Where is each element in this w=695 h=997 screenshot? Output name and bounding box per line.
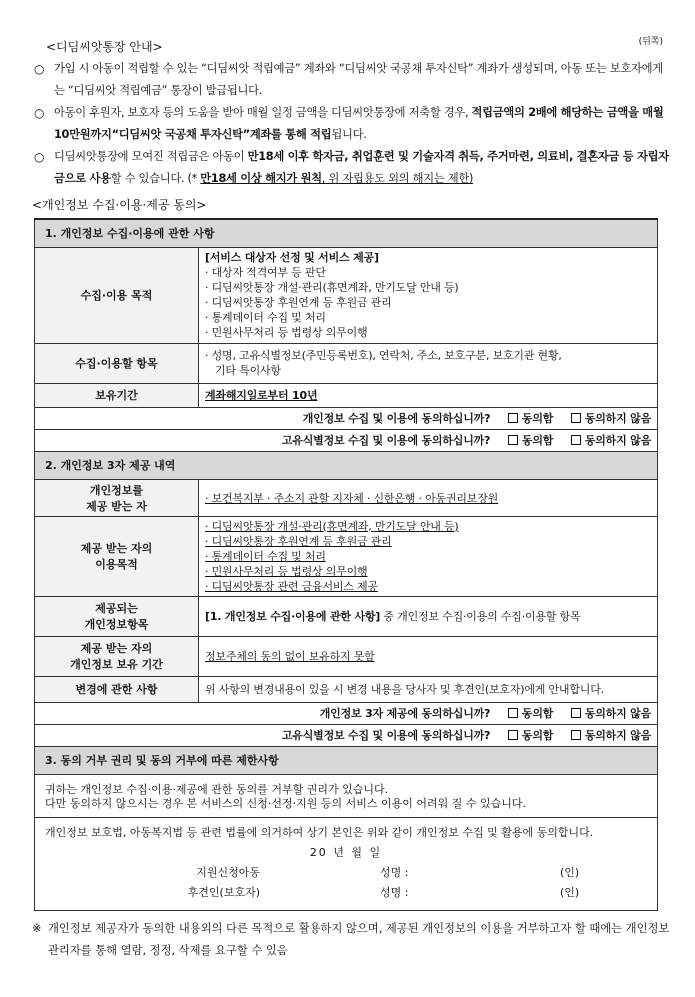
purpose-label: 수집·이용 목적 (35, 247, 199, 343)
consent-question: 고유식별정보 수집 및 이용에 동의하십니까? (281, 729, 491, 742)
intro-bullet (34, 102, 669, 146)
checkbox-icon (571, 730, 581, 740)
bullet-text-emphasis: 적립금액의 2배에 해당하는 금액을 매월 10만원까지“디딤씨앗 국공채 투자신탁”계좌를 통해 적립 (54, 106, 664, 141)
checkbox-icon (508, 413, 518, 423)
intro-bullet (34, 58, 669, 102)
provided-items-value: [1. 개인정보 수집·이용에 관한 사항] 중 개인정보 수집·이용의 수집·이용할 항목 (199, 596, 658, 636)
declaration-block (35, 817, 658, 910)
signer-name-field[interactable]: 성명 : (380, 885, 409, 899)
disagree-checkbox[interactable]: 동의하지 않음 (571, 729, 651, 742)
bullet-text-emphasis: 만18세 이상 해지가 원칙 (200, 172, 322, 185)
signer-name-field[interactable]: 성명 : (380, 865, 409, 879)
consent-question: 고유식별정보 수집 및 이용에 동의하십니까? (281, 434, 491, 447)
disagree-checkbox[interactable]: 동의하지 않음 (571, 434, 651, 447)
bullet-text-part: 아동이 후원자, 보호자 등의 도움을 받아 매월 일정 금액을 디딤씨앗통장에 저축할 경우, (54, 106, 472, 119)
recipient-value: · 보건복지부 · 주소지 관할 지자체 · 신한은행 · 아동권리보장원 (199, 479, 658, 516)
intro-bullets (34, 58, 669, 190)
recipient-purpose-label: 제공 받는 자의 이용목적 (35, 516, 199, 596)
purpose-item: · 통계데이터 수집 및 처리 (205, 311, 326, 324)
bullet-circle-icon: ○ (34, 106, 45, 120)
bullet-text (54, 102, 669, 146)
signer-row (45, 866, 647, 880)
purpose-item: · 디딤씨앗통장 후원연계 등 후원금 관리 (205, 296, 392, 309)
page-label: (뒤쪽) (638, 37, 663, 47)
bullet-circle-icon: ○ (34, 62, 45, 76)
purpose-item: · 대상자 적격여부 등 판단 (205, 266, 326, 279)
intro-title: <디딤씨앗통장 안내> (46, 40, 163, 54)
purpose-item: · 디딤씨앗통장 개설·관리(휴면계좌, 만기도달 안내 등) (205, 281, 459, 294)
bullet-text-part: , 위 자립용도 외의 해지는 제한) (321, 172, 474, 185)
checkbox-icon (508, 730, 518, 740)
checkbox-icon (571, 708, 581, 718)
purpose-item: · 민원사무처리 등 법령상 의무이행 (205, 326, 368, 339)
retention-value: 계좌해지일로부터 10년 (199, 383, 658, 407)
items-label: 수집·이용할 항목 (35, 343, 199, 383)
recipient-purpose-item: · 디딤씨앗통장 관련 금융서비스 제공 (205, 579, 378, 593)
bullet-text-part: 됩니다. (331, 128, 367, 141)
consent-form-table (34, 218, 658, 911)
checkbox-icon (508, 708, 518, 718)
recipient-retention-value: 정보주체의 동의 없이 보유하지 못함 (199, 636, 658, 676)
disagree-checkbox[interactable]: 동의하지 않음 (571, 412, 651, 425)
agree-checkbox[interactable]: 동의함 (508, 434, 553, 447)
section3-title: 3. 동의 거부 권리 및 동의 거부에 따른 제한사항 (35, 746, 658, 774)
signer-seal[interactable]: (인) (560, 885, 580, 899)
agree-checkbox[interactable]: 동의함 (508, 729, 553, 742)
recipient-purpose-item: · 통계데이터 수집 및 처리 (205, 549, 326, 563)
signer-seal[interactable]: (인) (560, 865, 580, 879)
footnote (32, 918, 672, 962)
provided-items-label: 제공되는 개인정보항목 (35, 596, 199, 636)
signer-row (45, 886, 647, 900)
change-value: 위 사항의 변경내용이 있을 시 변경 내용을 당사자 및 후견인(보호자)에게 안내합니다. (199, 676, 658, 702)
recipient-label: 개인정보를 제공 받는 자 (35, 479, 199, 516)
reference-mark-icon: ※ (32, 922, 42, 935)
recipient-purpose-item: · 민원사무처리 등 법령상 의무이행 (205, 564, 368, 578)
purpose-value (199, 247, 658, 343)
refusal-notice: 귀하는 개인정보 수집·이용·제공에 관한 동의를 거부할 권리가 있습니다. 다만 동의하지 않으시는 경우 본 서비스의 신청·선정·지원 등의 서비스 이용이 어려워 질 수 있습니다. (35, 774, 658, 817)
consent-question: 개인정보 수집 및 이용에 동의하십니까? (302, 412, 491, 425)
date-line[interactable]: 20 년 월 일 (309, 845, 383, 859)
consent-question-row (35, 724, 658, 746)
consent-question-row (35, 702, 658, 724)
retention-label: 보유기간 (35, 383, 199, 407)
recipient-purpose-item: · 디딤씨앗통장 후원연계 등 후원금 관리 (205, 534, 392, 548)
consent-question-row (35, 429, 658, 451)
section1-title: 1. 개인정보 수집·이용에 관한 사항 (35, 219, 658, 247)
items-value (199, 343, 658, 383)
recipient-purpose-item: · 디딤씨앗통장 개설·관리(휴면계좌, 만기도달 안내 등) (205, 519, 459, 533)
agree-checkbox[interactable]: 동의함 (508, 412, 553, 425)
bullet-text-part: 디딤씨앗통장에 모여진 적립금은 아동이 (54, 150, 248, 163)
checkbox-icon (571, 413, 581, 423)
intro-bullet (34, 146, 669, 190)
checkbox-icon (571, 435, 581, 445)
section2-title: 2. 개인정보 3자 제공 내역 (35, 451, 658, 479)
purpose-heading: [서비스 대상자 선정 및 서비스 제공] (205, 251, 379, 264)
change-label: 변경에 관한 사항 (35, 676, 199, 702)
recipient-purpose-value (199, 516, 658, 596)
bullet-text (54, 146, 669, 190)
signer-role: 지원신청아동 (196, 865, 260, 879)
disagree-checkbox[interactable]: 동의하지 않음 (571, 707, 651, 720)
declaration-text: 개인정보 보호법, 아동복지법 등 관련 법률에 의거하여 상기 본인은 위와 같이 개인정보 수집 및 활용에 동의합니다. (45, 825, 594, 839)
bullet-text: 가입 시 아동이 적립할 수 있는 “디딤씨앗 적립예금” 계좌와 “디딤씨앗 국공채 투자신탁” 계좌가 생성되며, 아동 또는 보호자에게는 “디딤씨앗 적립예금” 통장이 발급됩니다. (54, 62, 663, 97)
consent-question-row (35, 407, 658, 429)
consent-question: 개인정보 3자 제공에 동의하십니까? (319, 707, 491, 720)
checkbox-icon (508, 435, 518, 445)
signer-role: 후견인(보호자) (187, 885, 260, 899)
bullet-text-emphasis: 만18세 이후 학자금, 취업훈련 및 기술자격 취득, 주거마련, 의료비, 결혼자금 등 자립자금으로 사용 (54, 150, 669, 185)
items-line: · 성명, 고유식별정보(주민등록번호), 연락처, 주소, 보호구분, 보호기관 현황, (205, 349, 562, 362)
bullet-circle-icon: ○ (34, 150, 45, 164)
items-line: 기타 특이사항 (215, 364, 281, 377)
agree-checkbox[interactable]: 동의함 (508, 707, 553, 720)
consent-title: <개인정보 수집·이용·제공 동의> (32, 198, 207, 212)
footnote-text: 개인정보 제공자가 동의한 내용외의 다른 목적으로 활용하지 않으며, 제공된 개인정보의 이용을 거부하고자 할 때에는 개인정보 관리자를 통해 열람, 정정, 삭제를 요구할 수 있음 (48, 922, 670, 957)
bullet-text-part: 할 수 있습니다. (* (110, 172, 201, 185)
recipient-retention-label: 제공 받는 자의 개인정보 보유 기간 (35, 636, 199, 676)
